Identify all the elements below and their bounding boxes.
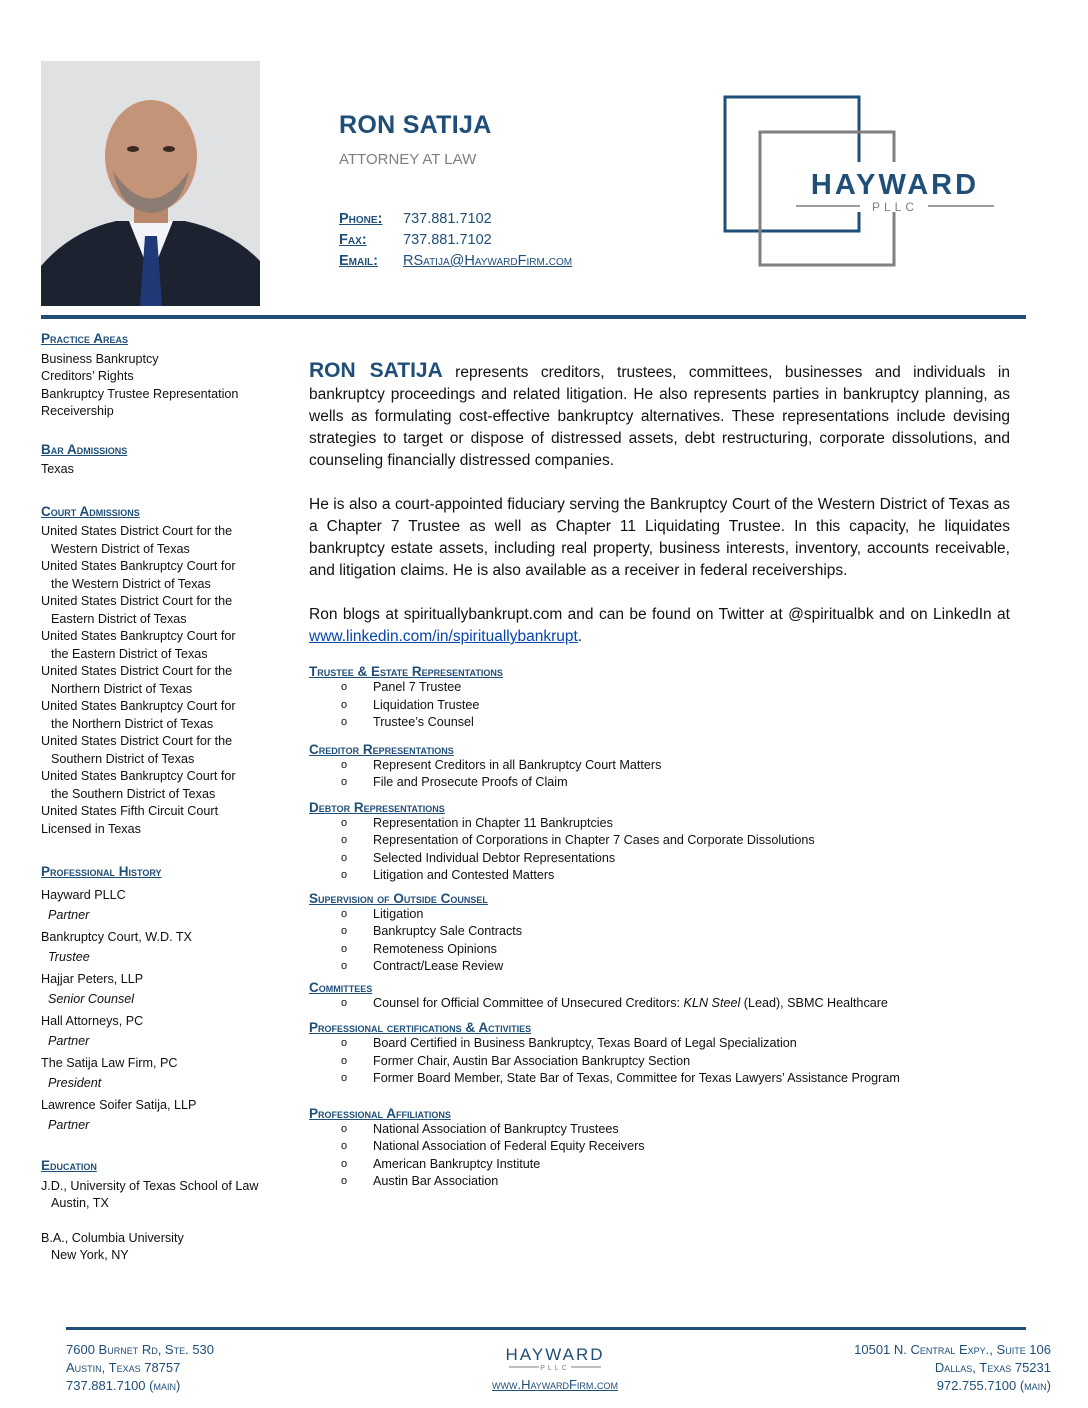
list-item: o Liquidation Trustee bbox=[309, 697, 1010, 715]
list-item: o Representation of Corporations in Chapter 7 Cases and Corporate Dissolutions bbox=[309, 832, 1010, 850]
hayward-logo bbox=[720, 92, 1005, 270]
email-link[interactable]: RSatija@HaywardFirm.com bbox=[403, 253, 573, 269]
practice-areas-heading: Practice Areas bbox=[41, 331, 129, 346]
list-item: o File and Prosecute Proofs of Claim bbox=[309, 774, 1010, 792]
contact-block bbox=[339, 209, 572, 272]
history-firm: Bankruptcy Court, W.D. TX bbox=[41, 930, 192, 944]
footer-rule bbox=[66, 1327, 1026, 1330]
list-item: United States Fifth Circuit Court bbox=[41, 804, 219, 818]
bullet-icon: o bbox=[341, 869, 348, 881]
list-item: United States District Court for the bbox=[41, 524, 233, 538]
degree-location: Austin, TX bbox=[51, 1196, 109, 1210]
address-phone: 972.755.7100 (main) bbox=[936, 1378, 1051, 1393]
website-link[interactable]: www.HaywardFirm.com bbox=[491, 1377, 619, 1392]
list-item: Creditors’ Rights bbox=[41, 369, 134, 383]
history-role: Senior Counsel bbox=[48, 992, 135, 1006]
bio-paragraph-2: He is also a court-appointed fiduciary serving the Bankruptcy Court of the Western District of Texas as a Chapter 7 Trustee as well as Chapter 11 Liquidating Trustee. In this capacity, he liquidates bankruptcy estate assets, including real property, business interests, inventory, accounts receivable, and litigation claims. He is also available as a receiver in federal receiverships. bbox=[309, 496, 1010, 579]
bullet-icon: o bbox=[341, 907, 348, 920]
bio-text: . bbox=[577, 628, 583, 645]
list-item: o National Association of Bankruptcy Trustees bbox=[309, 1121, 1010, 1139]
list-item: United States District Court for the bbox=[41, 594, 233, 608]
list-item: the Northern District of Texas bbox=[51, 716, 214, 731]
degree-location: New York, NY bbox=[51, 1248, 129, 1262]
list-item: o Representation in Chapter 11 Bankruptcies bbox=[309, 815, 1010, 833]
fax-label: Fax: bbox=[339, 232, 367, 248]
list-item: o Litigation bbox=[309, 906, 1010, 924]
bullet-icon: o bbox=[341, 851, 348, 864]
section-heading: Creditor Representations bbox=[309, 741, 454, 757]
main-content bbox=[309, 360, 1010, 1197]
bullet-icon: o bbox=[341, 925, 348, 937]
footer-logo bbox=[469, 1341, 641, 1394]
outside-counsel-list bbox=[309, 906, 1010, 976]
history-firm: Hall Attorneys, PC bbox=[41, 1014, 144, 1028]
bullet-icon: o bbox=[341, 1122, 348, 1135]
history-firm: The Satija Law Firm, PC bbox=[41, 1056, 178, 1070]
list-item: Receivership bbox=[41, 404, 114, 418]
history-role: Partner bbox=[48, 908, 90, 922]
education bbox=[41, 1157, 281, 1265]
list-item: o Board Certified in Business Bankruptcy, Texas Board of Legal Specialization bbox=[309, 1035, 1010, 1053]
list-item: o Austin Bar Association bbox=[309, 1173, 1010, 1191]
court-admissions bbox=[41, 503, 281, 839]
list-item: Western District of Texas bbox=[51, 541, 190, 556]
list-item: o Panel 7 Trustee bbox=[309, 679, 1010, 697]
professional-history-heading: Professional History bbox=[41, 864, 162, 879]
list-item: United States Bankruptcy Court for bbox=[41, 769, 236, 783]
address-line: Austin, Texas 78757 bbox=[66, 1360, 181, 1375]
bar-admissions bbox=[41, 441, 281, 479]
phone-label: Phone: bbox=[339, 211, 383, 227]
bio-text: represents creditors, trustees, committees, businesses and individuals in bankruptcy proceedings and related litigation. He also represents parties in bankruptcy planning, as wells as formulating cost-effective bankruptcy alternatives. These representations include devising strategies to target or dispose of distressed assets, debt restructuring, corporate dissolutions, and counseling financially distressed companies. bbox=[309, 364, 1010, 469]
section-heading: Committees bbox=[309, 979, 373, 995]
address-line: 10501 N. Central Expy., Suite 106 bbox=[854, 1342, 1051, 1357]
logo-name: HAYWARD bbox=[810, 169, 980, 201]
bullet-icon: o bbox=[341, 1175, 348, 1187]
bullet-icon: o bbox=[341, 776, 348, 788]
bullet-icon: o bbox=[341, 1054, 348, 1067]
section-heading: Supervision of Outside Counsel bbox=[309, 890, 488, 906]
list-item: Southern District of Texas bbox=[51, 751, 195, 766]
history-role: Trustee bbox=[48, 950, 90, 964]
list-item: o National Association of Federal Equity Receivers bbox=[309, 1138, 1010, 1156]
bullet-icon: o bbox=[341, 716, 348, 728]
list-item: o Selected Individual Debtor Representations bbox=[309, 850, 1010, 868]
history-firm: Lawrence Soifer Satija, LLP bbox=[41, 1098, 197, 1112]
footer-logo-sub: PLLC bbox=[540, 1365, 570, 1371]
attorney-photo bbox=[41, 61, 260, 306]
bullet-icon: o bbox=[341, 996, 348, 1009]
section-heading: Trustee & Estate Representations bbox=[309, 664, 503, 679]
list-item: o Litigation and Contested Matters bbox=[309, 867, 1010, 885]
list-item: United States Bankruptcy Court for bbox=[41, 559, 236, 573]
list-item: the Southern District of Texas bbox=[51, 786, 216, 801]
bullet-icon: o bbox=[341, 1072, 348, 1084]
trustee-list bbox=[309, 679, 1010, 732]
list-item: o Counsel for Official Committee of Unsecured Creditors: KLN Steel (Lead), SBMC Healthcare bbox=[309, 995, 1010, 1013]
list-item: o Contract/Lease Review bbox=[309, 958, 1010, 976]
history-role: President bbox=[48, 1076, 102, 1090]
list-item: o Former Board Member, State Bar of Texas, Committee for Texas Lawyers’ Assistance Program bbox=[309, 1070, 1010, 1088]
debtor-list bbox=[309, 815, 1010, 885]
bullet-icon: o bbox=[341, 960, 348, 972]
list-item: Northern District of Texas bbox=[51, 681, 193, 696]
committees-list bbox=[309, 995, 1010, 1013]
bullet-icon: o bbox=[341, 1157, 348, 1170]
affiliations-list bbox=[309, 1121, 1010, 1191]
practice-areas bbox=[41, 330, 281, 421]
list-item: o Remoteness Opinions bbox=[309, 941, 1010, 959]
list-item: o Bankruptcy Sale Contracts bbox=[309, 923, 1010, 941]
list-item: United States District Court for the bbox=[41, 664, 233, 678]
bio-paragraph-3 bbox=[309, 604, 1010, 648]
list-item: Business Bankruptcy bbox=[41, 351, 159, 366]
email-label: Email: bbox=[339, 253, 378, 269]
history-role: Partner bbox=[48, 1034, 90, 1048]
attorney-title: ATTORNEY AT LAW bbox=[339, 151, 477, 168]
creditor-list bbox=[309, 757, 1010, 792]
education-heading: Education bbox=[41, 1158, 97, 1173]
footer-logo-name: HAYWARD bbox=[505, 1345, 605, 1364]
history-role: Partner bbox=[48, 1118, 90, 1132]
logo-sub: PLLC bbox=[871, 200, 919, 214]
bullet-icon: o bbox=[341, 834, 348, 846]
address-line: Dallas, Texas 75231 bbox=[934, 1360, 1051, 1375]
court-admissions-heading: Court Admissions bbox=[41, 503, 140, 519]
list-item: United States District Court for the bbox=[41, 734, 233, 748]
footer-austin-address bbox=[66, 1341, 214, 1395]
degree: J.D., University of Texas School of Law bbox=[41, 1178, 259, 1193]
bullet-icon: o bbox=[341, 758, 348, 771]
bullet-icon: o bbox=[341, 681, 348, 693]
list-item: o Represent Creditors in all Bankruptcy Court Matters bbox=[309, 757, 1010, 775]
bullet-icon: o bbox=[341, 816, 348, 829]
fax-value: 737.881.7102 bbox=[403, 232, 492, 248]
list-item: the Eastern District of Texas bbox=[51, 646, 208, 661]
section-heading: Professional Affiliations bbox=[309, 1105, 451, 1121]
address-phone: 737.881.7100 (main) bbox=[66, 1378, 181, 1393]
list-item: United States Bankruptcy Court for bbox=[41, 699, 236, 713]
list-item: Eastern District of Texas bbox=[51, 611, 187, 626]
list-item: Bankruptcy Trustee Representation bbox=[41, 386, 239, 401]
list-item: Licensed in Texas bbox=[41, 821, 141, 836]
attorney-name: RON SATIJA bbox=[339, 111, 492, 139]
list-item: the Western District of Texas bbox=[51, 576, 211, 591]
bullet-icon: o bbox=[341, 1037, 348, 1049]
list-item: United States Bankruptcy Court for bbox=[41, 629, 236, 643]
linkedin-link[interactable]: www.linkedin.com/in/spirituallybankrupt bbox=[309, 628, 578, 645]
degree: B.A., Columbia University bbox=[41, 1230, 184, 1245]
section-heading: Professional certifications & Activities bbox=[309, 1020, 532, 1035]
header-rule bbox=[41, 315, 1026, 319]
bullet-icon: o bbox=[341, 942, 348, 955]
certifications-list bbox=[309, 1035, 1010, 1088]
list-item: o American Bankruptcy Institute bbox=[309, 1156, 1010, 1174]
history-firm: Hayward PLLC bbox=[41, 888, 126, 902]
bio-text: Ron blogs at spirituallybankrupt.com and can be found on Twitter at @spiritualbk and on LinkedIn at bbox=[309, 606, 1010, 623]
list-item: o Former Chair, Austin Bar Association Bankruptcy Section bbox=[309, 1053, 1010, 1071]
history-firm: Hajjar Peters, LLP bbox=[41, 972, 144, 986]
bar-admissions-heading: Bar Admissions bbox=[41, 441, 128, 457]
list-item: Texas bbox=[41, 462, 74, 476]
professional-history bbox=[41, 862, 281, 1135]
bio-paragraph-1 bbox=[309, 360, 1010, 472]
section-heading: Debtor Representations bbox=[309, 799, 445, 815]
bio-lead-name: RON SATIJA bbox=[309, 359, 443, 382]
footer-dallas-address bbox=[854, 1341, 1051, 1395]
list-item: o Trustee’s Counsel bbox=[309, 714, 1010, 732]
bullet-icon: o bbox=[341, 1140, 348, 1152]
phone-value[interactable]: 737.881.7102 bbox=[403, 211, 492, 227]
address-line: 7600 Burnet Rd, Ste. 530 bbox=[66, 1342, 215, 1357]
sidebar bbox=[41, 330, 281, 1283]
bullet-icon: o bbox=[341, 698, 348, 711]
